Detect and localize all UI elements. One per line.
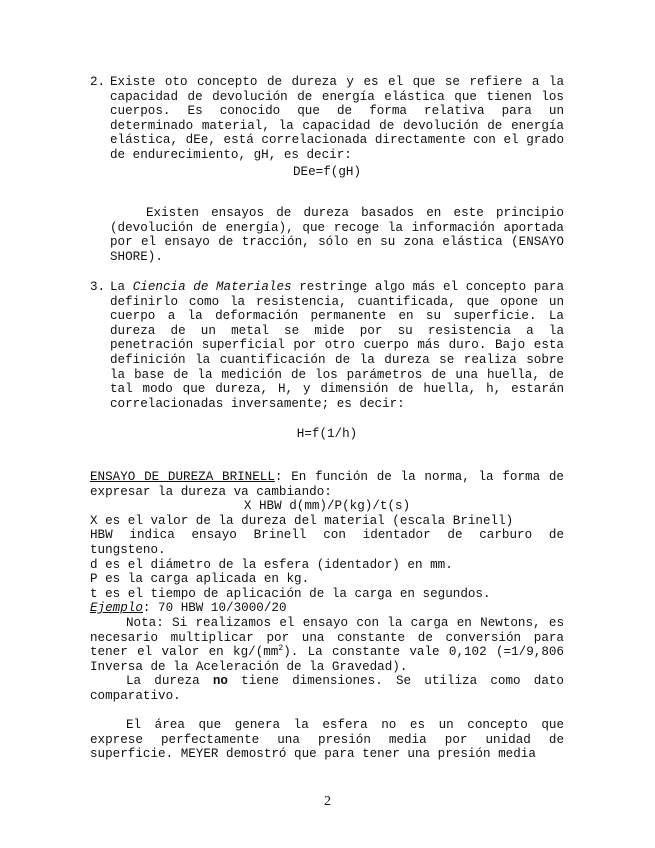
- note-superscript: 2: [278, 643, 284, 653]
- definition-x: X es el valor de la dureza del material (escala Brinell): [90, 513, 514, 528]
- note-text-b: ). La constante vale 0,102 (=1/9,806 Inversa de la Aceleración de la Gravedad).: [90, 645, 564, 674]
- list-number: 2.: [90, 75, 106, 89]
- example-text: : 70 HBW 10/3000/20: [142, 601, 287, 616]
- prefix-text: La: [110, 280, 126, 294]
- paragraph-meyer: El área que genera la esfera no es un concepto que exprese perfectamente una presión media por unidad de superficie. MEYER demostró que para tener una presión media: [90, 718, 564, 762]
- paragraph-materials-science: [110, 280, 564, 411]
- dim-text-a: La dureza: [126, 674, 213, 689]
- list-number: 3.: [90, 280, 106, 294]
- list-item-2: [90, 75, 564, 179]
- paragraph-shore: Existen ensayos de dureza basados en este principio (devolución de energía), que recoge la información aportada por el ensayo de tracción, sólo en su zona elástica (ENSAYO SHORE).: [110, 206, 564, 264]
- list-item-3: [90, 280, 564, 442]
- brinell-heading: ENSAYO DE DUREZA BRINELL: [90, 470, 275, 484]
- paragraph-shore-block: [110, 206, 564, 264]
- dim-text-b: tiene dimensiones. Se utiliza como dato comparativo.: [90, 674, 564, 703]
- page-number: 2: [324, 794, 331, 809]
- definition-p: P es la carga aplicada en kg.: [90, 572, 310, 587]
- definition-hbw: HBW indica ensayo Brinell con identador de carburo de tungsteno.: [90, 528, 564, 557]
- brinell-intro: [90, 470, 564, 499]
- example-line: [90, 601, 564, 616]
- formula-brinell: X HBW d(mm)/P(kg)/t(s): [243, 499, 411, 514]
- dim-bold: no: [212, 674, 228, 689]
- definition-d: d es el diámetro de la esfera (identador) en mm.: [90, 557, 453, 572]
- italic-term: Ciencia de Materiales: [132, 280, 292, 294]
- formula-hardness: H=f(1/h): [296, 427, 358, 442]
- body-text: restringe algo más el concepto para definirlo como la resistencia, cuantificada, que opone un cuerpo a la deformación permanente en su superficie. La dureza de un metal se mide por su resistencia a la penetración superficial por otro cuerpo más duro. Bajo esta definición la cuantificación de la dureza se realiza sobre la base de la medición de los parámetros de una huella, de tal modo que dureza, H, y dimensión de huella, h, estarán correlacionadas inversamente; es decir:: [110, 280, 565, 411]
- dimension-paragraph: [90, 674, 564, 703]
- definition-t: t es el tiempo de aplicación de la carga en segundos.: [90, 586, 491, 601]
- paragraph-elastic-energy: Existe oto concepto de dureza y es el que se refiere a la capacidad de devolución de energía elástica que tienen los cuerpos. Es conocido que de forma relativa para un determinado material, la capacidad de devolución de energía elástica, dEe, está correlacionada directamente con el grado de endurecimiento, gH, es decir:: [110, 75, 564, 162]
- paragraph-meyer-block: [90, 718, 564, 762]
- note-paragraph: [90, 616, 564, 674]
- example-label: Ejemplo: [90, 601, 143, 616]
- note-text-a: Nota: Si realizamos el ensayo con la carga en Newtons, es necesario multiplicar por una constante de conversión para tener el valor en kg/(mm: [90, 615, 564, 660]
- brinell-intro-text: : En función de la norma, la forma de expresar la dureza va cambiando:: [90, 470, 564, 499]
- formula-energy: DEe=f(gH): [292, 164, 362, 179]
- brinell-section: [90, 470, 564, 704]
